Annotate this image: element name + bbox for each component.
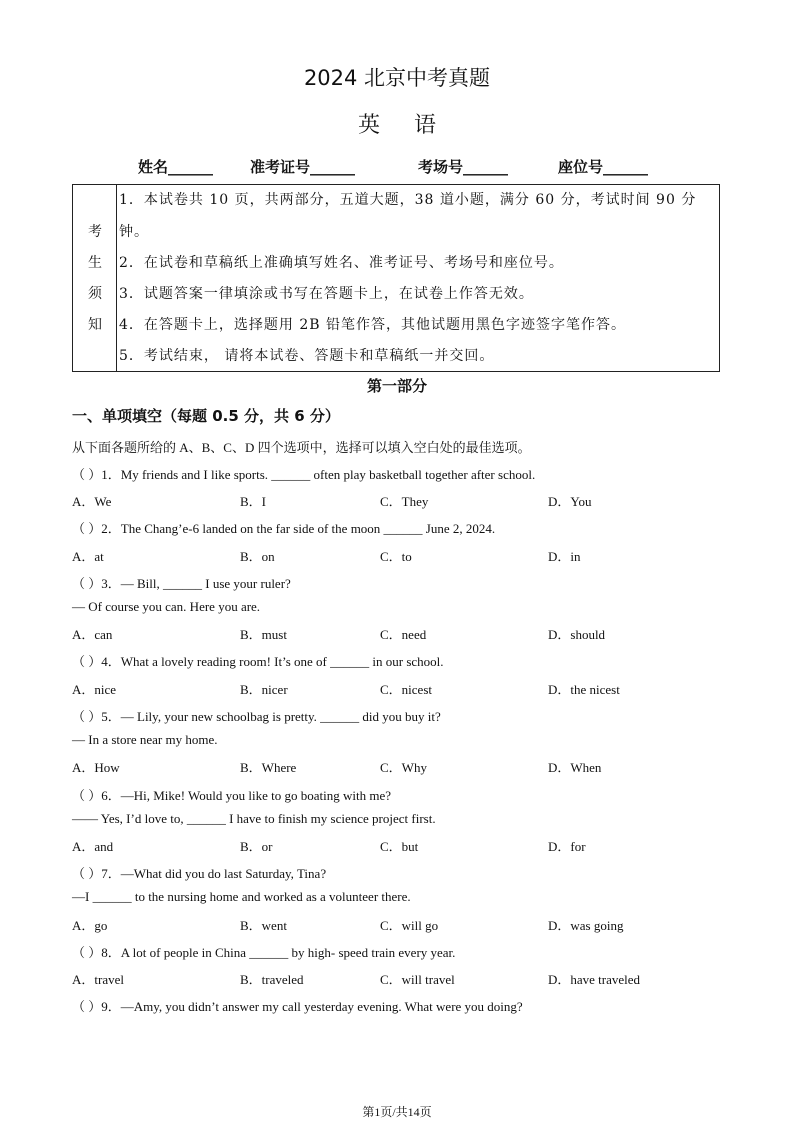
option-d: D．the nicest	[548, 682, 620, 697]
notice-line: 1．本试卷共 10 页，共两部分，五道大题，38 道小题，满分 60 分，考试时间 90 分	[119, 192, 697, 208]
question-stem: （ ）7．—What did you do last Saturday, Tina?	[72, 866, 327, 881]
option-b: B．nicer	[240, 682, 288, 697]
notice-line: 4．在答题卡上，选择题用 2B 铅笔作答，其他试题用黑色字迹签字笔作答。	[119, 317, 627, 333]
option-c: C．nicest	[380, 682, 432, 697]
seat-field: 座位号______	[558, 158, 649, 176]
question-stem: （ ）5．— Lily, your new schoolbag is pretty. ______ did you buy it?	[72, 709, 441, 724]
question-response: — Of course you can. Here you are.	[72, 599, 261, 614]
option-a: A．How	[72, 760, 120, 775]
option-a: A．and	[72, 839, 114, 854]
option-b: B．Where	[240, 760, 297, 775]
option-b: B．on	[240, 549, 275, 564]
option-a: A．nice	[72, 682, 117, 697]
question-stem: （ ）4．What a lovely reading room! It’s one of ______ in our school.	[72, 654, 444, 669]
question-response: —— Yes, I’d love to, ______ I have to finish my science project first.	[72, 811, 436, 826]
option-a: A．travel	[72, 972, 124, 987]
part-title: 第一部分	[366, 377, 427, 395]
instruction-text: 从下面各题所给的 A、B、C、D 四个选项中，选择可以填入空白处的最佳选项。	[72, 440, 531, 455]
option-a: A．go	[72, 918, 108, 933]
exam-room-field: 考场号______	[418, 158, 509, 176]
option-d: D．in	[548, 549, 581, 564]
option-b: B．must	[240, 627, 287, 642]
option-d: D．for	[548, 839, 586, 854]
option-d: D．was going	[548, 918, 624, 933]
option-d: D．should	[548, 627, 606, 642]
notice-line: 2．在试卷和草稿纸上准确填写姓名、准考证号、考场号和座位号。	[119, 255, 564, 271]
section-title: 一、单项填空（每题 0.5 分，共 6 分）	[72, 407, 340, 425]
option-c: C．They	[380, 494, 429, 509]
option-c: C．need	[380, 627, 427, 642]
option-c: C．but	[380, 839, 419, 854]
question-stem: （ ）2．The Chang’e-6 landed on the far side of the moon ______ June 2, 2024.	[72, 521, 496, 536]
question-stem: （ ）9．—Amy, you didn’t answer my call yesterday evening. What were you doing?	[72, 999, 523, 1014]
notice-line: 5．考试结束， 请将本试卷、答题卡和草稿纸一并交回。	[119, 348, 495, 364]
option-d: D．You	[548, 494, 592, 509]
question-response: —I ______ to the nursing home and worked as a volunteer there.	[72, 889, 411, 904]
notice-box	[72, 184, 720, 372]
exam-title: 2024 北京中考真题	[303, 66, 491, 90]
option-b: B．traveled	[240, 972, 304, 987]
option-a: A．We	[72, 494, 112, 509]
question-stem: （ ）1．My friends and I like sports. ______ often play basketball together after school.	[72, 467, 536, 482]
question-stem: （ ）8．A lot of people in China ______ by high- speed train every year.	[72, 945, 456, 960]
question-stem: （ ）6．—Hi, Mike! Would you like to go boating with me?	[72, 788, 391, 803]
side-char: 生	[88, 255, 102, 271]
option-d: D．have traveled	[548, 972, 641, 987]
side-char: 须	[88, 286, 102, 302]
option-b: B．went	[240, 918, 287, 933]
name-field: 姓名______	[138, 158, 214, 176]
option-c: C．to	[380, 549, 412, 564]
side-char: 考	[88, 224, 102, 240]
option-c: C．Why	[380, 760, 427, 775]
option-b: B．or	[240, 839, 273, 854]
exam-id-field: 准考证号______	[250, 158, 356, 176]
option-a: A．at	[72, 549, 104, 564]
option-c: C．will travel	[380, 972, 455, 987]
notice-side-label	[73, 185, 117, 371]
notice-line: 钟。	[119, 224, 149, 240]
notice-line: 3．试题答案一律填涂或书写在答题卡上，在试卷上作答无效。	[119, 286, 534, 302]
subject-title: 英语	[357, 113, 470, 138]
option-c: C．will go	[380, 918, 439, 933]
option-a: A．can	[72, 627, 113, 642]
page-footer: 第1页/共14页	[362, 1105, 432, 1119]
option-b: B．I	[240, 494, 267, 509]
option-d: D．When	[548, 760, 602, 775]
question-stem: （ ）3．— Bill, ______ I use your ruler?	[72, 576, 291, 591]
side-char: 知	[88, 317, 102, 333]
question-response: — In a store near my home.	[72, 732, 218, 747]
